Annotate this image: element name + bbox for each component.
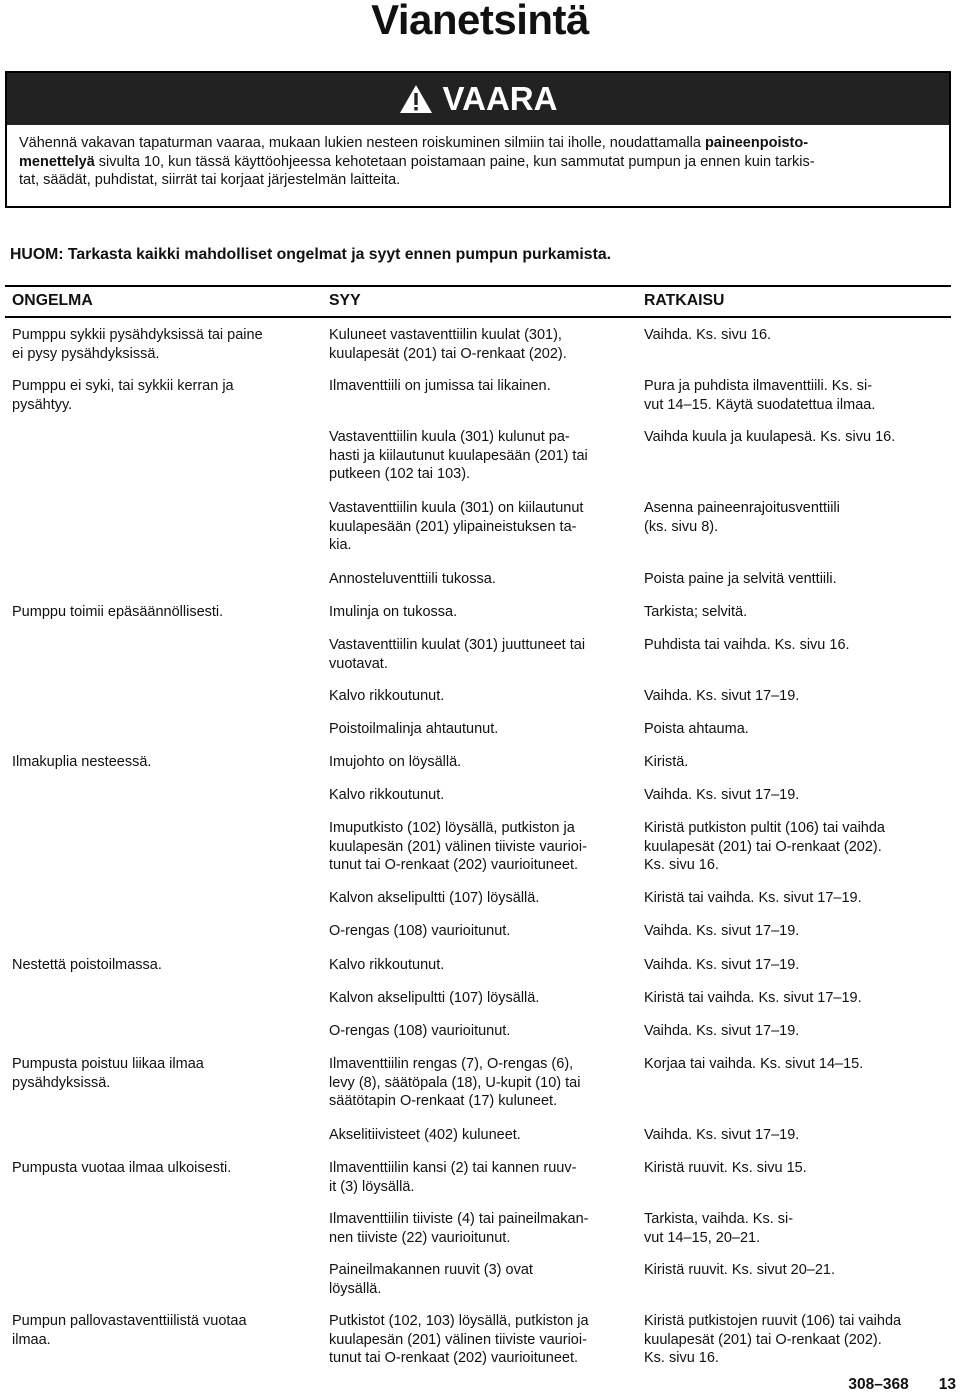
problem-cell: [12, 1312, 247, 1349]
solution-cell: [644, 1055, 863, 1074]
cell-line: Kiristä tai vaihda. Ks. sivut 17–19.: [644, 990, 862, 1006]
cell-line: ilmaa.: [12, 1331, 51, 1348]
cell-line: Annosteluventtiili tukossa.: [329, 571, 496, 587]
cell-line: Vastaventtiilin kuulat (301) juuttuneet tai: [329, 637, 586, 653]
cell-line: Imujohto on löysällä.: [329, 754, 462, 770]
cell-line: Kiristä ruuvit. Ks. sivu 15.: [644, 1160, 807, 1176]
cell-line: ei pysy pysähdyksissä.: [12, 345, 160, 362]
column-header-cause: SYY: [329, 292, 361, 309]
cell-line: Poista paine ja selvitä venttiili.: [644, 571, 837, 587]
cell-line: Vastaventtiilin kuula (301) kulunut pa-: [329, 429, 570, 445]
cell-line: O-rengas (108) vaurioitunut.: [329, 923, 511, 939]
column-header-solution: RATKAISU: [644, 292, 725, 309]
solution-cell: [644, 1210, 793, 1247]
cell-line: Ilmaventtiilin tiiviste (4) tai paineilmakan-: [329, 1211, 589, 1227]
cause-cell: [329, 326, 567, 363]
cell-line: vuotavat.: [329, 655, 388, 672]
cell-line: levy (8), säätöpala (18), U-kupit (10) tai: [329, 1074, 581, 1091]
cell-line: Nestettä poistoilmassa.: [12, 957, 162, 973]
cause-cell: [329, 1312, 589, 1368]
solution-cell: [644, 989, 862, 1008]
cell-line: Ilmaventtiili on jumissa tai likainen.: [329, 378, 551, 394]
problem-cell: [12, 326, 263, 363]
cause-cell: [329, 1055, 580, 1111]
cell-line: Vaihda. Ks. sivut 17–19.: [644, 1127, 800, 1143]
cell-line: putkeen (102 tai 103).: [329, 466, 471, 483]
cell-line: kuulapesät (201) tai O-renkaat (202).: [329, 345, 567, 362]
cell-line: Ks. sivu 16.: [644, 1350, 719, 1367]
cause-cell: [329, 377, 551, 396]
cause-cell: [329, 570, 496, 589]
cell-line: kuulapesät (201) tai O-renkaat (202).: [644, 838, 882, 855]
cell-line: Tarkista, vaihda. Ks. si-: [644, 1211, 794, 1227]
problem-cell: [12, 1055, 204, 1092]
cell-line: Kalvo rikkoutunut.: [329, 787, 445, 803]
solution-cell: [644, 603, 747, 622]
cell-line: Akselitiivisteet (402) kuluneet.: [329, 1127, 521, 1143]
cell-line: Ilmakuplia nesteessä.: [12, 754, 152, 770]
cell-line: Ilmaventtiilin kansi (2) tai kannen ruuv-: [329, 1160, 577, 1176]
warning-line: Vähennä vakavan tapaturman vaaraa, mukaan lukien nesteen roiskuminen silmiin tai iholle, noudattamalla paineenpoisto-: [19, 135, 809, 151]
cell-line: Putkistot (102, 103) löysällä, putkiston ja: [329, 1313, 589, 1329]
cell-line: hasti ja kiilautunut kuulapesään (201) tai: [329, 447, 588, 464]
cell-line: kia.: [329, 537, 352, 554]
problem-cell: [12, 1159, 231, 1178]
cell-line: Vaihda. Ks. sivut 17–19.: [644, 923, 800, 939]
cell-line: vut 14–15, 20–21.: [644, 1229, 761, 1246]
cause-cell: [329, 819, 587, 875]
cell-line: Vaihda. Ks. sivut 17–19.: [644, 1023, 800, 1039]
solution-cell: [644, 753, 688, 772]
cell-line: kuulapesän (201) välinen tiiviste vaurioi-: [329, 1331, 587, 1348]
cell-line: Pumppu toimii epäsäännöllisesti.: [12, 604, 224, 620]
cell-line: O-rengas (108) vaurioitunut.: [329, 1023, 511, 1039]
solution-cell: [644, 1022, 799, 1041]
warning-triangle-icon: [399, 84, 433, 114]
solution-cell: [644, 428, 895, 447]
cause-cell: [329, 1126, 521, 1145]
warning-text: [7, 125, 949, 190]
cell-line: Kiristä.: [644, 754, 689, 770]
solution-cell: [644, 956, 799, 975]
cell-line: nen tiiviste (22) vaurioitunut.: [329, 1229, 511, 1246]
solution-cell: [644, 377, 875, 414]
cell-line: Imulinja on tukossa.: [329, 604, 458, 620]
cell-line: Vaihda. Ks. sivu 16.: [644, 327, 772, 343]
cell-line: tunut tai O-renkaat (202) vaurioituneet.: [329, 857, 579, 874]
page-footer: [848, 1376, 956, 1394]
cell-line: Tarkista; selvitä.: [644, 604, 748, 620]
cause-cell: [329, 499, 583, 555]
cell-line: Vaihda. Ks. sivut 17–19.: [644, 957, 800, 973]
cell-line: Kiristä putkiston pultit (106) tai vaihda: [644, 820, 885, 836]
cell-line: Pumppu ei syki, tai sykkii kerran ja: [12, 378, 234, 394]
cell-line: it (3) löysällä.: [329, 1178, 415, 1195]
cell-line: Ilmaventtiilin rengas (7), O-rengas (6),: [329, 1056, 574, 1072]
cause-cell: [329, 687, 444, 706]
cause-cell: [329, 786, 444, 805]
cause-cell: [329, 636, 585, 673]
cell-line: Pura ja puhdista ilmaventtiili. Ks. si-: [644, 378, 873, 394]
cause-cell: [329, 753, 461, 772]
cause-cell: [329, 720, 498, 739]
danger-warning-box: [5, 71, 951, 208]
cell-line: Kuluneet vastaventtiilin kuulat (301),: [329, 327, 562, 343]
cell-line: säätötapin O-renkaat (17) kuluneet.: [329, 1093, 558, 1110]
solution-cell: [644, 499, 840, 536]
solution-cell: [644, 819, 885, 875]
cell-line: Kalvo rikkoutunut.: [329, 957, 445, 973]
cell-line: Pumpun pallovastaventtiilistä vuotaa: [12, 1313, 247, 1329]
table-top-rule: [5, 285, 951, 287]
cell-line: pysähdyksissä.: [12, 1074, 111, 1091]
problem-cell: [12, 753, 151, 772]
solution-cell: [644, 1261, 835, 1280]
cause-cell: [329, 1210, 589, 1247]
cell-line: Vastaventtiilin kuula (301) on kiilautunut: [329, 500, 584, 516]
cell-line: Kiristä ruuvit. Ks. sivut 20–21.: [644, 1262, 835, 1278]
solution-cell: [644, 889, 862, 908]
page-number: 13: [938, 1376, 956, 1393]
cell-line: Kiristä putkistojen ruuvit (106) tai vaihda: [644, 1313, 902, 1329]
cause-cell: [329, 1159, 576, 1196]
solution-cell: [644, 687, 799, 706]
problem-cell: [12, 603, 223, 622]
solution-cell: [644, 636, 850, 655]
warning-line: menettelyä sivulta 10, kun tässä käyttöohjeessa kehotetaan poistamaan paine, kun sammutat pumpun ja ennen kuin tarkis-: [19, 153, 815, 170]
cell-line: Pumppu sykkii pysähdyksissä tai paine: [12, 327, 263, 343]
cell-line: löysällä.: [329, 1280, 382, 1297]
problem-cell: [12, 956, 162, 975]
cell-line: Pumpusta poistuu liikaa ilmaa: [12, 1056, 204, 1072]
solution-cell: [644, 922, 799, 941]
solution-cell: [644, 1312, 901, 1368]
page-title: Vianetsintä: [371, 0, 589, 43]
column-header-problem: ONGELMA: [12, 292, 93, 309]
solution-cell: [644, 1159, 807, 1178]
solution-cell: [644, 326, 771, 345]
cell-line: Kalvo rikkoutunut.: [329, 688, 445, 704]
cell-line: Vaihda. Ks. sivut 17–19.: [644, 688, 800, 704]
table-header-rule: [5, 316, 951, 318]
cell-line: Paineilmakannen ruuvit (3) ovat: [329, 1262, 533, 1278]
cell-line: tunut tai O-renkaat (202) vaurioituneet.: [329, 1350, 579, 1367]
cell-line: pysähtyy.: [12, 396, 73, 413]
cell-line: Kalvon akselipultti (107) löysällä.: [329, 990, 540, 1006]
cause-cell: [329, 989, 539, 1008]
cell-line: Kiristä tai vaihda. Ks. sivut 17–19.: [644, 890, 862, 906]
cause-cell: [329, 956, 444, 975]
cell-line: Imuputkisto (102) löysällä, putkiston ja: [329, 820, 575, 836]
document-number: 308–368: [848, 1376, 909, 1393]
solution-cell: [644, 786, 799, 805]
note-text: HUOM: Tarkasta kaikki mahdolliset ongelmat ja syyt ennen pumpun purkamista.: [10, 246, 612, 263]
cell-line: Vaihda. Ks. sivut 17–19.: [644, 787, 800, 803]
solution-cell: [644, 720, 749, 739]
cause-cell: [329, 889, 539, 908]
cause-cell: [329, 1261, 533, 1298]
cell-line: Korjaa tai vaihda. Ks. sivut 14–15.: [644, 1056, 864, 1072]
cell-line: kuulapesään (201) ylipaineistuksen ta-: [329, 518, 577, 535]
cell-line: (ks. sivu 8).: [644, 518, 719, 535]
warning-header: [7, 73, 949, 125]
cause-cell: [329, 922, 510, 941]
cause-cell: [329, 428, 588, 484]
problem-cell: [12, 377, 234, 414]
cell-line: Kalvon akselipultti (107) löysällä.: [329, 890, 540, 906]
cell-line: vut 14–15. Käytä suodatettua ilmaa.: [644, 396, 876, 413]
cell-line: Puhdista tai vaihda. Ks. sivu 16.: [644, 637, 850, 653]
cause-cell: [329, 1022, 510, 1041]
cell-line: kuulapesät (201) tai O-renkaat (202).: [644, 1331, 882, 1348]
cell-line: kuulapesän (201) välinen tiiviste vaurioi-: [329, 838, 587, 855]
cell-line: Asenna paineenrajoitusventtiili: [644, 500, 840, 516]
warning-line: tat, säädät, puhdistat, siirrät tai korjaat järjestelmän laitteita.: [19, 172, 401, 189]
cell-line: Ks. sivu 16.: [644, 857, 719, 874]
cell-line: Pumpusta vuotaa ilmaa ulkoisesti.: [12, 1160, 232, 1176]
cell-line: Vaihda kuula ja kuulapesä. Ks. sivu 16.: [644, 429, 896, 445]
solution-cell: [644, 570, 837, 589]
solution-cell: [644, 1126, 799, 1145]
cause-cell: [329, 603, 457, 622]
cell-line: Poistoilmalinja ahtautunut.: [329, 721, 499, 737]
cell-line: Poista ahtauma.: [644, 721, 749, 737]
warning-heading: VAARA: [442, 80, 558, 117]
